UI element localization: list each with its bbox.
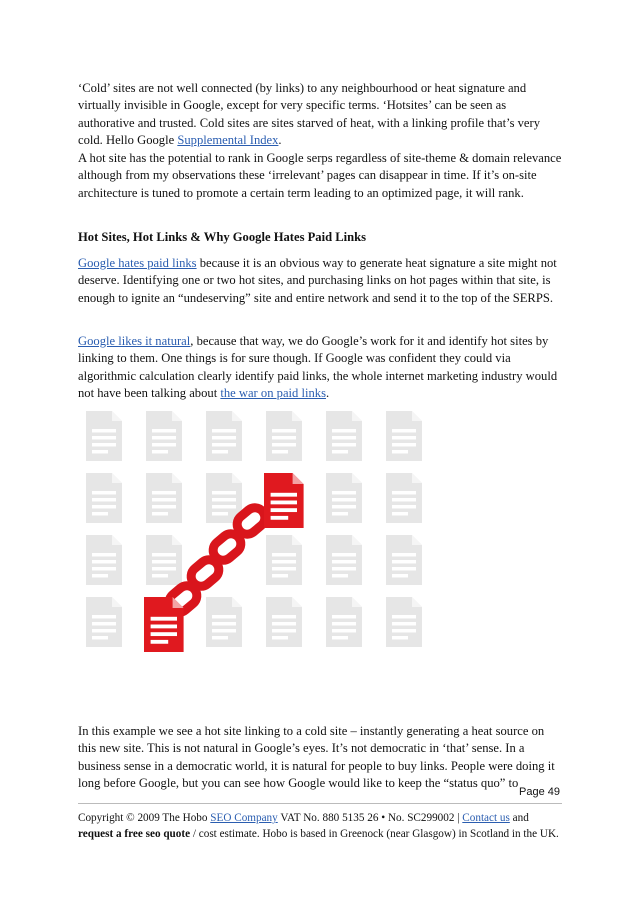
footer-copyright [78, 810, 562, 842]
paragraph-paid-links [78, 255, 562, 307]
document-icon [146, 473, 182, 523]
document-icon [146, 411, 182, 461]
paragraph-natural [78, 333, 562, 403]
document-icon [206, 597, 242, 647]
section-heading: Hot Sites, Hot Links & Why Google Hates Paid Links [78, 230, 367, 244]
document-icon [86, 597, 122, 647]
document-icon [86, 473, 122, 523]
paragraph-text-end: . [325, 386, 330, 401]
cold-site-document-icon [144, 597, 184, 652]
request-quote-text: request a free seo quote [78, 828, 191, 840]
google-hates-paid-links-link[interactable]: Google hates paid links [78, 256, 197, 270]
google-likes-it-natural-link[interactable]: Google likes it natural [78, 334, 191, 348]
paragraph-text-end: . [278, 133, 282, 148]
footer-text: / cost estimate. Hobo is based in Greenock (near Glasgow) in Scotland in the UK. [190, 828, 559, 840]
document-icon [266, 597, 302, 647]
footer-text: VAT No. 880 5135 26 • No. SC299002 | [277, 812, 463, 824]
contact-us-link[interactable]: Contact us [462, 812, 510, 824]
document-icon [326, 411, 362, 461]
seo-company-link[interactable]: SEO Company [210, 812, 278, 824]
document-icon [266, 535, 302, 585]
document-icon [86, 535, 122, 585]
document-icon [386, 535, 422, 585]
document-icon [146, 535, 182, 585]
document-icon [326, 473, 362, 523]
paragraph-cold-sites [78, 80, 562, 150]
paragraph-text: ‘Cold’ sites are not well connected (by links) to any neighbourhood or heat signature and virtually invisible in Google, except for very specific terms. ‘Hotsites’ can be seen as authorative and trusted. Cold sites are sites starved of heat, with a linking profile that’s very cold. Hello Google [78, 81, 541, 148]
document-icon [206, 411, 242, 461]
document-icon [326, 535, 362, 585]
document-icon [386, 411, 422, 461]
document-icon [266, 411, 302, 461]
hot-site-document-icon [264, 473, 304, 528]
document-icon [386, 597, 422, 647]
document-icon [326, 597, 362, 647]
war-on-paid-links-link[interactable]: the war on paid links [220, 386, 326, 401]
page-number: Page 49 [519, 786, 560, 798]
supplemental-index-link[interactable]: Supplemental Index [177, 133, 279, 148]
document-icon [386, 473, 422, 523]
paragraph-example: In this example we see a hot site linking to a cold site – instantly generating a heat source on this new site. This is not natural in Google’s eyes. It’s not democratic in ‘that’ sense. In a business sense in a democratic world, it is natural for people to buy links. People were doing it long before Google, but you can see how Google would like to keep the “status quo” to [78, 724, 555, 791]
paragraph-text: , because that way, we do Google’s work for it and identify hot sites by linking to them. One things is for sure though. If Google was confident they could via algorithmic calculation clearly identify paid links, the whole internet marketing industry would not have been talking about [78, 334, 558, 401]
hot-cold-link-illustration [78, 405, 440, 705]
footer-divider [78, 803, 562, 804]
paragraph-hot-site: A hot site has the potential to rank in Google serps regardless of site-theme & domain relevance although from my observations these ‘irrelevant’ pages can disappear in time. If it’s on-site architecture is tuned to promote a certain term leading to an optimized page, it will rank. [78, 151, 562, 200]
footer-text: and [509, 812, 529, 824]
document-icon [86, 411, 122, 461]
paragraph-text: because it is an obvious way to generate heat signature a site might not deserve. Identifying one or two hot sites, and purchasing links on hot pages within that site, is enough to ignite an “undeserving” site and entire network and send it to the top of the SERPS. [78, 256, 557, 305]
footer-text: Copyright © 2009 The Hobo [78, 812, 211, 824]
